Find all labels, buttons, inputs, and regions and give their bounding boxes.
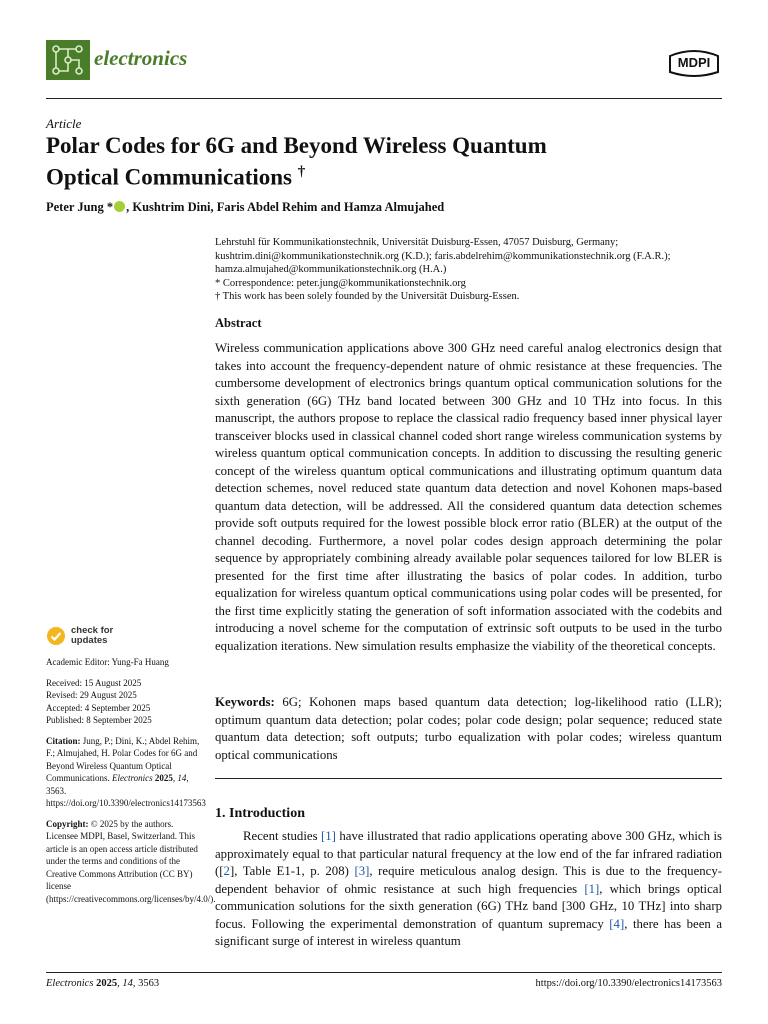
section-heading: 1. Introduction [215,806,305,821]
citation-journal: Electronics [112,773,153,783]
publisher-name: MDPI [677,55,711,70]
author-list [46,200,444,215]
check-label-line: updates [71,635,108,646]
academic-editor: Academic Editor: Yung-Fa Huang [46,657,169,667]
journal-name: electronics [94,46,188,70]
sidebar-metadata [46,625,216,913]
funding-note: † This work has been solely founded by the Universität Duisburg-Essen. [215,291,520,302]
title-line: Polar Codes for 6G and Beyond Wireless Quantum [46,133,547,158]
article-type: Article [46,116,82,131]
check-for-updates-button[interactable] [46,626,204,646]
abstract-text: Wireless communication applications above 300 GHz need careful analog electronics design that takes into account the frequency-dependent nature of ohmic resistance at these frequencies. The cumbersome development of electronics brings quantum optical communication solutions for the sixth generation (6G) THz band located between 300 GHz and 10 THz into focus. In this manuscript, the authors propose to replace the classical radio frequency based inner physical layer transceiver blocks used in classical channel coded short range wireless communication systems by wireless quantum optical communication concepts. In addition to discussing the resulting generic concept of the wireless quantum optical communications and illustrating optimum quantum data detection schemes, novel reduced state quantum data detection and novel Kohonen maps-based quantum data detection, will be addressed. All the considered quantum data detection schemes provide soft outputs required for the lowest possible block error ratio (BLER) at the output of the channel decoding. Furthermore, a novel polar codes design approach determining the polar sequence by appropriately combining already available polar sequences tailored for low BLER is presented for the first time after illustrating the basics of polar codes. In addition, turbo equalization for wireless quantum optical communications using polar codes will be presented, for the first time explicitly stating the generation of soft information associated with the codebits and introducing a novel scheme for the computation of extrinsic soft outputs to be used in the turbo equalization iterations. New simulation results emphasize the viability of the theoretical concepts. [215,341,722,653]
citation-block [46,735,204,810]
citation-label: Citation: [46,735,81,746]
copyright-block [46,818,216,906]
orcid-icon[interactable] [114,201,125,212]
text-run: , which brings optical communication solutions for the sixth generation (6G) THz band [300 GHz, 10 THz] into sharp focus. Following the experimental demonstration of quantum supremacy [215,881,722,931]
copyright-text: © 2025 by the authors. Licensee MDPI, Basel, Switzerland. This article is an open access article distributed under the terms and conditions of the Creative Commons Attribution (CC BY) license (https://creativecommons.org/licenses/by/4.0/). [46,818,216,904]
citation-link[interactable]: [1] [584,881,600,896]
keywords-text: 6G; Kohonen maps based quantum data detection; log-likelihood ratio (LLR); optimum quantum data detection; polar codes; polar code design; polar sequence; reduced state quantum data detection; soft outputs; turbo equalization with polar codes; wireless quantum optical communications [215,695,723,762]
title-line: Optical Communications [46,164,292,190]
citation-volume: , 14 [172,773,187,783]
date-published: Published: 8 September 2025 [46,715,152,725]
citation-text: Jung, P.; Dini, K.; Abdel Rehim, F.; Almujahed, H. Polar Codes for 6G and Beyond Wireless Quantum Optical Communications. [46,735,200,783]
text-run: , there has been a significant surge of interest in wireless quantum [215,916,723,948]
keywords [215,694,722,764]
dates-block [46,677,204,727]
citation-year: 2025 [152,773,173,783]
footer-divider [46,972,722,973]
footer-year: 2025 [93,978,118,989]
date-received: Received: 15 August 2025 [46,677,142,688]
affiliations [215,236,725,304]
check-updates-icon [46,626,66,646]
text-run: have illustrated that radio applications operating above 300 GHz, which is approximately equal to that particular natural frequency at the low end of the far infrared radiation ([ [215,829,722,878]
journal-logo-icon [46,40,90,80]
section-divider [215,778,722,779]
intro-paragraph [215,828,722,951]
abstract-heading: Abstract [215,316,262,330]
copyright-label: Copyright: [46,818,89,829]
title-dagger: † [297,164,306,180]
publisher-logo [666,48,722,78]
citation-link[interactable]: 2 [223,864,230,878]
citation-doi[interactable]: , 3563. https://doi.org/10.3390/electronics14173563 [46,773,206,808]
date-revised: Revised: 29 August 2025 [46,690,137,700]
citation-link[interactable]: [4] [609,916,625,931]
check-label-line: check for [71,625,114,636]
citation-link[interactable]: [1] [321,829,336,843]
text-run: Recent studies [243,829,322,843]
text-run: , require meticulous analog design. This is due to the frequency-dependent behavior of ohmic resistance at such high frequencies [215,864,723,896]
footer-article: , 3563 [132,978,160,989]
footer-citation [46,978,159,989]
corresponding-mark: * [106,200,114,214]
author-names: , Kushtrim Dini, Faris Abdel Rehim and Hamza Almujahed [126,200,445,214]
affiliation-line: Lehrstuhl für Kommunikationstechnik, Universität Duisburg-Essen, 47057 Duisburg, Germany; [215,237,619,248]
author-name[interactable]: Peter Jung [46,200,104,214]
correspondence-line: * Correspondence: peter.jung@kommunikationstechnik.org [215,277,466,289]
citation-link[interactable]: [3] [354,864,370,878]
footer-volume: , 14 [117,978,133,989]
footer-journal: Electronics [46,978,94,989]
header-divider [46,98,722,99]
text-run: ], Table E1-1, p. 208) [229,864,355,878]
affiliation-line: hamza.almujahed@kommunikationstechnik.org (H.A.) [215,264,447,275]
footer-doi-link[interactable]: https://doi.org/10.3390/electronics14173563 [535,978,722,989]
keywords-label: Keywords: [215,695,275,709]
date-accepted: Accepted: 4 September 2025 [46,702,151,713]
affiliation-line: kushtrim.dini@kommunikationstechnik.org (K.D.); faris.abdelrehim@kommunikationstechnik.org (F.A.R.); [215,250,671,262]
page-title [46,133,666,191]
